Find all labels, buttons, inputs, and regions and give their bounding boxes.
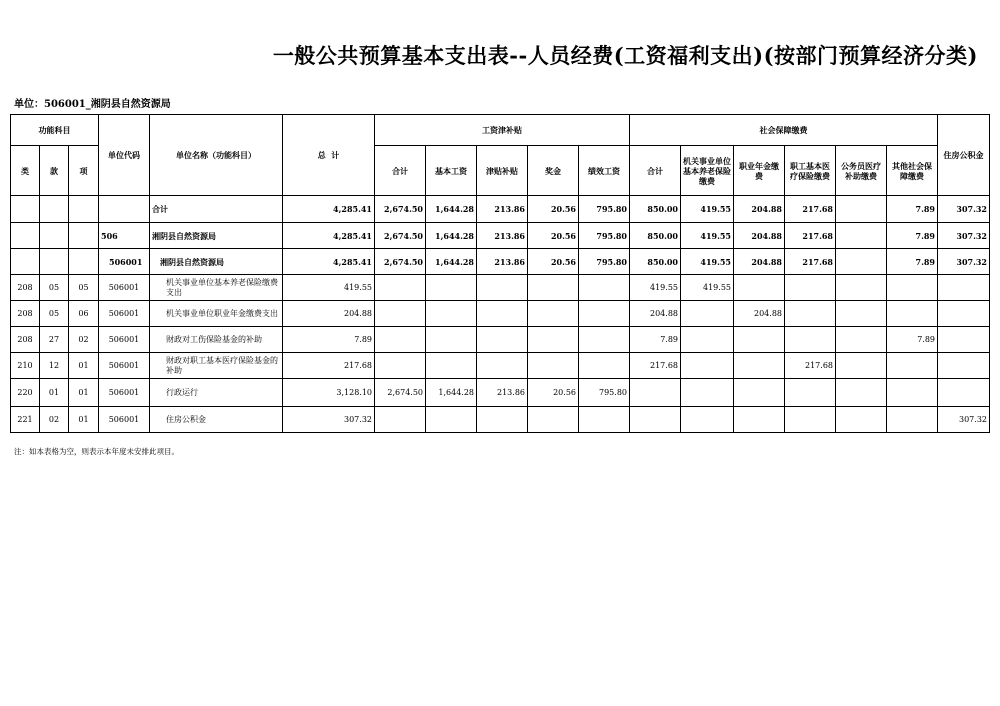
cell-social-pension: 419.55 [681,275,734,301]
cell-kuan: 27 [40,327,69,353]
cell-social-annuity [734,379,785,407]
cell-wage-allowance: 213.86 [477,249,528,275]
cell-social-sum: 850.00 [630,223,681,249]
cell-wage-bonus [528,407,579,433]
cell-social-annuity: 204.88 [734,249,785,275]
cell-social-sum: 204.88 [630,301,681,327]
header-unit-code: 单位代码 [99,115,150,196]
cell-kuan: 05 [40,301,69,327]
cell-unit-code: 506001 [99,275,150,301]
cell-social-annuity: 204.88 [734,223,785,249]
cell-social-civil [836,301,887,327]
cell-wage-bonus [528,275,579,301]
cell-housing: 307.32 [938,407,990,433]
cell-social-pension [681,353,734,379]
cell-social-pension [681,407,734,433]
cell-social-annuity [734,275,785,301]
footnote: 注：如本表格为空，则表示本年度未安排此项目。 [14,447,179,456]
cell-wage-allowance: 213.86 [477,223,528,249]
cell-wage-performance: 795.80 [579,249,630,275]
cell-wage-allowance [477,275,528,301]
cell-total: 217.68 [283,353,375,379]
header-kuan: 款 [40,146,69,196]
cell-social-pension: 419.55 [681,249,734,275]
cell-wage-performance [579,353,630,379]
cell-xiang: 01 [69,379,99,407]
cell-social-medical [785,407,836,433]
cell-housing [938,327,990,353]
cell-unit-code: 506001 [99,353,150,379]
cell-social-pension: 419.55 [681,196,734,223]
cell-unit-name: 湘阴县自然资源局 [150,249,283,275]
cell-wage-basic: 1,644.28 [426,196,477,223]
cell-social-other: 7.89 [887,223,938,249]
cell-social-sum [630,379,681,407]
cell-unit-code [99,196,150,223]
cell-wage-bonus: 20.56 [528,379,579,407]
cell-wage-sum [375,301,426,327]
cell-social-medical [785,301,836,327]
cell-kuan: 05 [40,275,69,301]
cell-social-sum: 217.68 [630,353,681,379]
expenditure-table [10,114,990,433]
cell-social-annuity [734,353,785,379]
cell-wage-performance: 795.80 [579,223,630,249]
cell-xiang [69,223,99,249]
header-func-subject: 功能科目 [11,115,99,146]
cell-kuan: 12 [40,353,69,379]
cell-wage-sum [375,407,426,433]
cell-social-sum [630,407,681,433]
header-xiang: 项 [69,146,99,196]
cell-wage-performance [579,327,630,353]
cell-social-civil [836,353,887,379]
cell-social-annuity: 204.88 [734,301,785,327]
cell-social-other: 7.89 [887,327,938,353]
cell-total: 3,128.10 [283,379,375,407]
cell-kuan: 01 [40,379,69,407]
cell-xiang [69,196,99,223]
cell-wage-sum [375,275,426,301]
cell-social-medical [785,275,836,301]
cell-total: 4,285.41 [283,196,375,223]
cell-social-pension [681,301,734,327]
cell-unit-name: 合计 [150,196,283,223]
cell-xiang: 06 [69,301,99,327]
cell-unit-name: 机关事业单位基本养老保险缴费支出 [150,275,283,301]
cell-kuan: 02 [40,407,69,433]
cell-social-sum: 850.00 [630,196,681,223]
table-row [11,196,990,223]
cell-housing: 307.32 [938,196,990,223]
cell-social-medical [785,327,836,353]
cell-wage-sum: 2,674.50 [375,379,426,407]
cell-social-annuity [734,407,785,433]
cell-xiang: 02 [69,327,99,353]
header-unit-name: 单位名称（功能科目） [150,115,283,196]
cell-social-pension: 419.55 [681,223,734,249]
page-title: 一般公共预算基本支出表--人员经费(工资福利支出)(按部门预算经济分类) [272,43,978,68]
cell-lei [11,196,40,223]
cell-housing [938,379,990,407]
cell-social-civil [836,275,887,301]
cell-wage-bonus [528,353,579,379]
cell-wage-sum: 2,674.50 [375,196,426,223]
cell-total: 307.32 [283,407,375,433]
cell-unit-name: 湘阴县自然资源局 [150,223,283,249]
cell-unit-code: 506001 [99,379,150,407]
cell-xiang: 01 [69,407,99,433]
cell-wage-bonus [528,301,579,327]
table-row [11,275,990,301]
table-row [11,223,990,249]
cell-social-medical: 217.68 [785,353,836,379]
header-lei: 类 [11,146,40,196]
cell-total: 419.55 [283,275,375,301]
cell-wage-performance [579,407,630,433]
cell-housing: 307.32 [938,249,990,275]
cell-social-medical [785,379,836,407]
cell-lei: 210 [11,353,40,379]
cell-wage-bonus: 20.56 [528,196,579,223]
cell-social-other [887,275,938,301]
cell-wage-basic [426,327,477,353]
header-social-other: 其他社会保障缴费 [887,146,938,196]
cell-social-pension [681,327,734,353]
cell-social-civil [836,223,887,249]
cell-social-civil [836,407,887,433]
header-wage-performance: 绩效工资 [579,146,630,196]
cell-wage-bonus [528,327,579,353]
cell-social-other: 7.89 [887,249,938,275]
header-social-pension: 机关事业单位基本养老保险缴费 [681,146,734,196]
cell-wage-allowance [477,301,528,327]
cell-wage-allowance [477,353,528,379]
cell-wage-performance [579,301,630,327]
cell-lei: 208 [11,301,40,327]
header-social-sum: 合计 [630,146,681,196]
cell-lei: 220 [11,379,40,407]
table-row [11,407,990,433]
table-row [11,353,990,379]
table-row [11,301,990,327]
cell-social-civil [836,327,887,353]
cell-unit-name: 住房公积金 [150,407,283,433]
cell-social-sum: 7.89 [630,327,681,353]
table-row [11,327,990,353]
header-wage-group: 工资津补贴 [375,115,630,146]
cell-wage-basic [426,407,477,433]
cell-wage-bonus: 20.56 [528,223,579,249]
cell-social-medical: 217.68 [785,223,836,249]
cell-social-sum: 419.55 [630,275,681,301]
cell-wage-basic [426,353,477,379]
cell-wage-performance [579,275,630,301]
cell-housing: 307.32 [938,223,990,249]
cell-social-medical: 217.68 [785,196,836,223]
cell-social-pension [681,379,734,407]
cell-social-other [887,379,938,407]
cell-social-annuity: 204.88 [734,196,785,223]
cell-wage-sum [375,327,426,353]
header-wage-bonus: 奖金 [528,146,579,196]
header-total: 总 计 [283,115,375,196]
cell-lei [11,249,40,275]
cell-social-annuity [734,327,785,353]
table-row [11,379,990,407]
header-wage-sum: 合计 [375,146,426,196]
cell-lei: 221 [11,407,40,433]
cell-unit-name: 行政运行 [150,379,283,407]
cell-wage-basic: 1,644.28 [426,249,477,275]
cell-unit-name: 财政对职工基本医疗保险基金的补助 [150,353,283,379]
cell-wage-sum: 2,674.50 [375,249,426,275]
cell-kuan [40,196,69,223]
cell-social-civil [836,379,887,407]
cell-unit-name: 财政对工伤保险基金的补助 [150,327,283,353]
cell-kuan [40,249,69,275]
cell-social-other [887,301,938,327]
cell-housing [938,353,990,379]
header-social-annuity: 职业年金缴费 [734,146,785,196]
cell-wage-bonus: 20.56 [528,249,579,275]
cell-total: 4,285.41 [283,249,375,275]
cell-social-civil [836,249,887,275]
cell-lei [11,223,40,249]
cell-social-civil [836,196,887,223]
cell-social-other [887,407,938,433]
cell-kuan [40,223,69,249]
cell-unit-code: 506001 [99,301,150,327]
cell-unit-code: 506001 [99,249,150,275]
header-wage-allowance: 津贴补贴 [477,146,528,196]
cell-xiang: 01 [69,353,99,379]
table-row [11,249,990,275]
cell-wage-basic: 1,644.28 [426,379,477,407]
header-social-medical: 职工基本医疗保险缴费 [785,146,836,196]
cell-wage-performance: 795.80 [579,196,630,223]
cell-unit-code: 506001 [99,407,150,433]
cell-wage-sum: 2,674.50 [375,223,426,249]
header-housing: 住房公积金 [938,115,990,196]
cell-total: 7.89 [283,327,375,353]
cell-unit-code: 506001 [99,327,150,353]
cell-xiang [69,249,99,275]
cell-wage-allowance [477,407,528,433]
cell-social-other [887,353,938,379]
cell-wage-basic [426,275,477,301]
cell-wage-allowance: 213.86 [477,196,528,223]
cell-wage-basic: 1,644.28 [426,223,477,249]
cell-social-medical: 217.68 [785,249,836,275]
cell-wage-performance: 795.80 [579,379,630,407]
cell-wage-sum [375,353,426,379]
cell-lei: 208 [11,275,40,301]
cell-social-sum: 850.00 [630,249,681,275]
cell-xiang: 05 [69,275,99,301]
header-social-group: 社会保障缴费 [630,115,938,146]
cell-housing [938,275,990,301]
header-social-civil: 公务员医疗补助缴费 [836,146,887,196]
cell-lei: 208 [11,327,40,353]
cell-total: 4,285.41 [283,223,375,249]
cell-social-other: 7.89 [887,196,938,223]
cell-housing [938,301,990,327]
cell-total: 204.88 [283,301,375,327]
cell-wage-allowance: 213.86 [477,379,528,407]
cell-unit-code: 506 [99,223,150,249]
cell-unit-name: 机关事业单位职业年金缴费支出 [150,301,283,327]
cell-wage-allowance [477,327,528,353]
unit-label: 单位：506001_湘阴县自然资源局 [14,99,171,110]
cell-wage-basic [426,301,477,327]
header-wage-basic: 基本工资 [426,146,477,196]
